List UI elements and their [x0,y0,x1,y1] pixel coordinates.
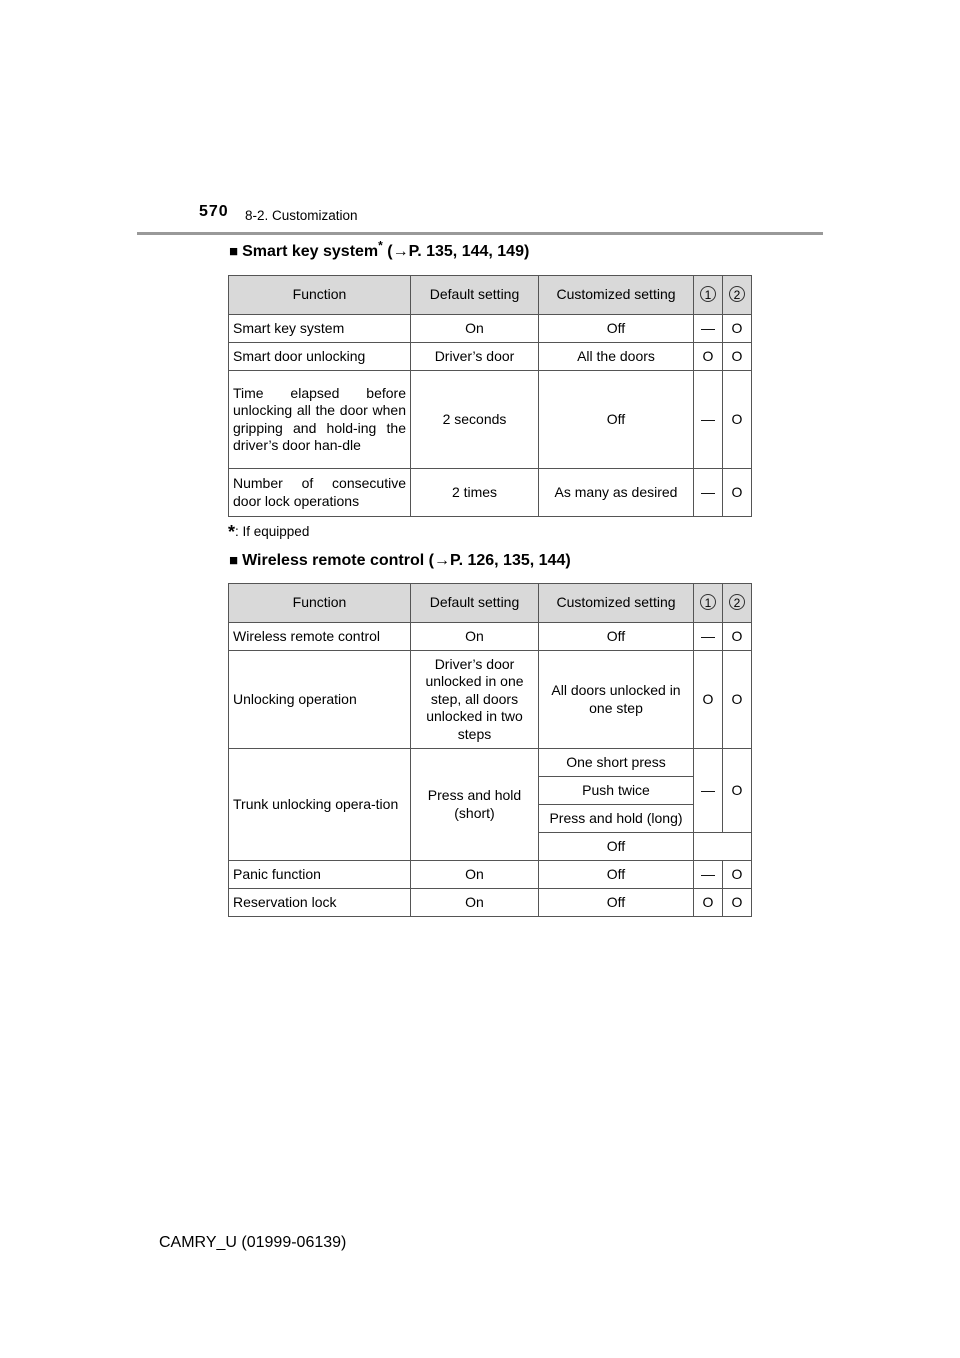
column-header-method-1 [694,584,723,623]
column-header-function: Function [229,276,411,315]
default-cell: 2 times [411,469,539,517]
function-cell: Smart key system [229,315,411,343]
method-1-cell: — [694,623,723,651]
header-divider [137,232,823,235]
customized-cell: Off [539,315,694,343]
footer-model-code: CAMRY_U (01999-06139) [159,1234,347,1251]
square-bullet-icon: ■ [229,243,239,260]
table-row [229,371,752,469]
table-row [229,889,752,917]
function-cell: Time elapsed before unlocking all the door when gripping and hold-ing the driver’s door han-dle [229,371,411,469]
customized-option-cell: Push twice [539,777,694,805]
default-cell: Driver’s door unlocked in one step, all doors unlocked in two steps [411,651,539,749]
customized-cell: Off [539,371,694,469]
method-2-cell: O [723,343,752,371]
smart-key-title: Smart key system [242,243,379,260]
column-header-customized: Customized setting [539,276,694,315]
column-header-customized: Customized setting [539,584,694,623]
method-2-cell: O [723,651,752,749]
table-row [229,861,752,889]
table-row [229,749,752,777]
default-cell: On [411,861,539,889]
wireless-title: Wireless remote control (→P. 126, 135, 144) [242,552,571,569]
table-row [229,343,752,371]
column-header-method-2 [723,584,752,623]
default-cell: 2 seconds [411,371,539,469]
method-2-cell: O [723,315,752,343]
method-2-cell: O [723,469,752,517]
table-row [229,623,752,651]
column-header-method-1 [694,276,723,315]
wireless-heading [229,552,571,570]
function-cell: Unlocking operation [229,651,411,749]
default-cell: On [411,623,539,651]
column-header-default: Default setting [411,584,539,623]
customized-cell: All the doors [539,343,694,371]
method-1-cell: — [694,371,723,469]
method-1-cell: O [694,889,723,917]
smart-key-table [228,275,752,517]
default-cell: On [411,889,539,917]
method-2-cell: O [723,889,752,917]
function-cell: Number of consecutive door lock operations [229,469,411,517]
customized-cell: As many as desired [539,469,694,517]
column-header-method-2 [723,276,752,315]
table-header-row [229,276,752,315]
default-cell: On [411,315,539,343]
customized-cell: Off [539,861,694,889]
section-label: 8-2. Customization [245,208,358,223]
function-cell: Panic function [229,861,411,889]
square-bullet-icon: ■ [229,552,239,569]
circled-one-icon: 1 [700,594,716,610]
method-1-cell: O [694,651,723,749]
customized-cell: All doors unlocked in one step [539,651,694,749]
default-cell: Driver’s door [411,343,539,371]
customized-option-cell: One short press [539,749,694,777]
empty-cell [723,833,752,861]
method-1-cell: — [694,749,723,833]
function-cell: Wireless remote control [229,623,411,651]
method-1-cell: — [694,315,723,343]
circled-two-icon: 2 [729,286,745,302]
method-1-cell: — [694,861,723,889]
table-row [229,315,752,343]
page-number: 570 [199,203,229,220]
default-cell: Press and hold (short) [411,749,539,861]
method-2-cell: O [723,623,752,651]
empty-cell [694,833,723,861]
customized-option-cell: Press and hold (long) [539,805,694,833]
method-1-cell: O [694,343,723,371]
footnote [228,522,309,543]
customized-cell: Off [539,623,694,651]
footnote-asterisk: * [228,522,236,542]
method-2-cell: O [723,749,752,833]
wireless-table [228,583,752,917]
column-header-function: Function [229,584,411,623]
asterisk-mark: * [378,238,383,253]
method-1-cell: — [694,469,723,517]
customized-option-cell: Off [539,833,694,861]
smart-key-heading [229,238,530,261]
circled-two-icon: 2 [729,594,745,610]
function-cell: Reservation lock [229,889,411,917]
customized-cell: Off [539,889,694,917]
method-2-cell: O [723,371,752,469]
function-cell: Smart door unlocking [229,343,411,371]
table-row [229,651,752,749]
method-2-cell: O [723,861,752,889]
circled-one-icon: 1 [700,286,716,302]
function-cell: Trunk unlocking opera-tion [229,749,411,861]
table-header-row [229,584,752,623]
footnote-text: : If equipped [235,524,310,539]
table-row [229,469,752,517]
column-header-default: Default setting [411,276,539,315]
smart-key-page-ref: (→P. 135, 144, 149) [382,243,530,260]
